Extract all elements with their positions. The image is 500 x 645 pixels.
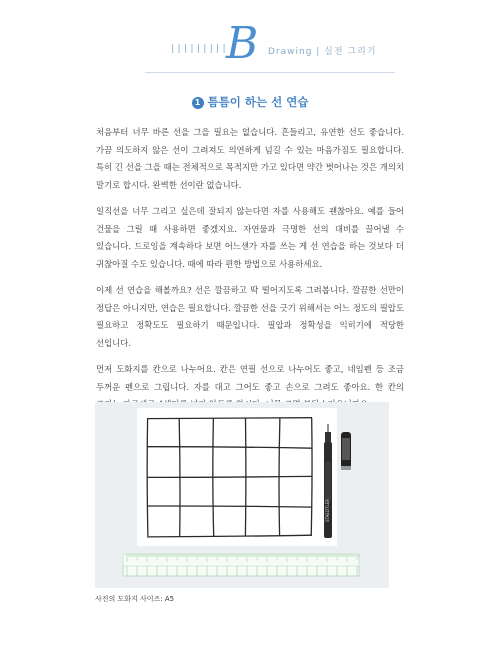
heading-title: 틈틈이 하는 선 연습 — [207, 95, 309, 109]
section-title: Drawing | 실전 그리기 — [268, 47, 377, 57]
decorative-bars: ||||||||| — [170, 44, 228, 54]
section-heading — [0, 94, 500, 110]
drawing-paper-photo — [95, 402, 389, 588]
paragraph-3: 이제 선 연습을 해볼까요? 선은 깔끔하고 딱 떨어지도록 그려봅니다. 깔끔한 선만이 정답은 아니지만, 연습은 필요합니다. 깔끔한 선을 긋기 위해서는 어느 정도의 필압도 필요하고 정확도도 필요하기 때문입니다. 필압과 정확성을 익히기에 적당한 선입니다. — [96, 285, 404, 348]
page-header — [0, 18, 500, 78]
photo-illustration — [95, 402, 389, 588]
pen-icon — [324, 424, 332, 538]
heading-number-badge: 1 — [192, 97, 204, 109]
header-divider — [145, 72, 395, 73]
ruler — [123, 554, 359, 576]
photo-caption: 사진의 도화지 사이즈: A5 — [95, 595, 175, 603]
paragraph-1: 처음부터 너무 바른 선을 그을 필요는 없습니다. 흔들리고, 유연한 선도 좋습니다. 가끔 의도하지 않은 선이 그려져도 의연하게 넘길 수 있는 마음가짐도 필요합니다. 특히 긴 선을 그을 때는 전체적으로 목적지만 가고 있다면 약간 벗어나는 것은 개의치 말기로 합시다. 완벽한 선이란 없습니다. — [96, 127, 404, 190]
chapter-letter-logo: B — [226, 18, 259, 69]
pen-cap-icon — [341, 432, 351, 470]
pen-brand-label: STAEDTLER — [325, 499, 330, 522]
paragraph-4: 먼저 도화지를 칸으로 나누어요. 칸은 연필 선으로 나누어도 좋고, 네임펜 등 조금 두꺼운 펜으로 그립니다. 자를 대고 그어도 좋고 손으로 그려도 좋아요. 한 칸의 — [96, 364, 404, 392]
grid-line-horizontal — [147, 418, 312, 419]
paragraph-2: 일직선을 너무 그리고 싶은데 잘되지 않는다면 자를 사용해도 괜찮아요. 예를 들어 건물을 그릴 때 사용하면 좋겠지요. 자연물과 극명한 선의 대비를 끌어낼 수 있습니다. 드로잉을 계속하다 보면 어느샌가 자를 쓰는 게 선 연습을 하는 것보다 더 귀찮아질 수도 있습니다. 때에 따라 편한 방법으로 사용하세요. — [96, 206, 404, 269]
